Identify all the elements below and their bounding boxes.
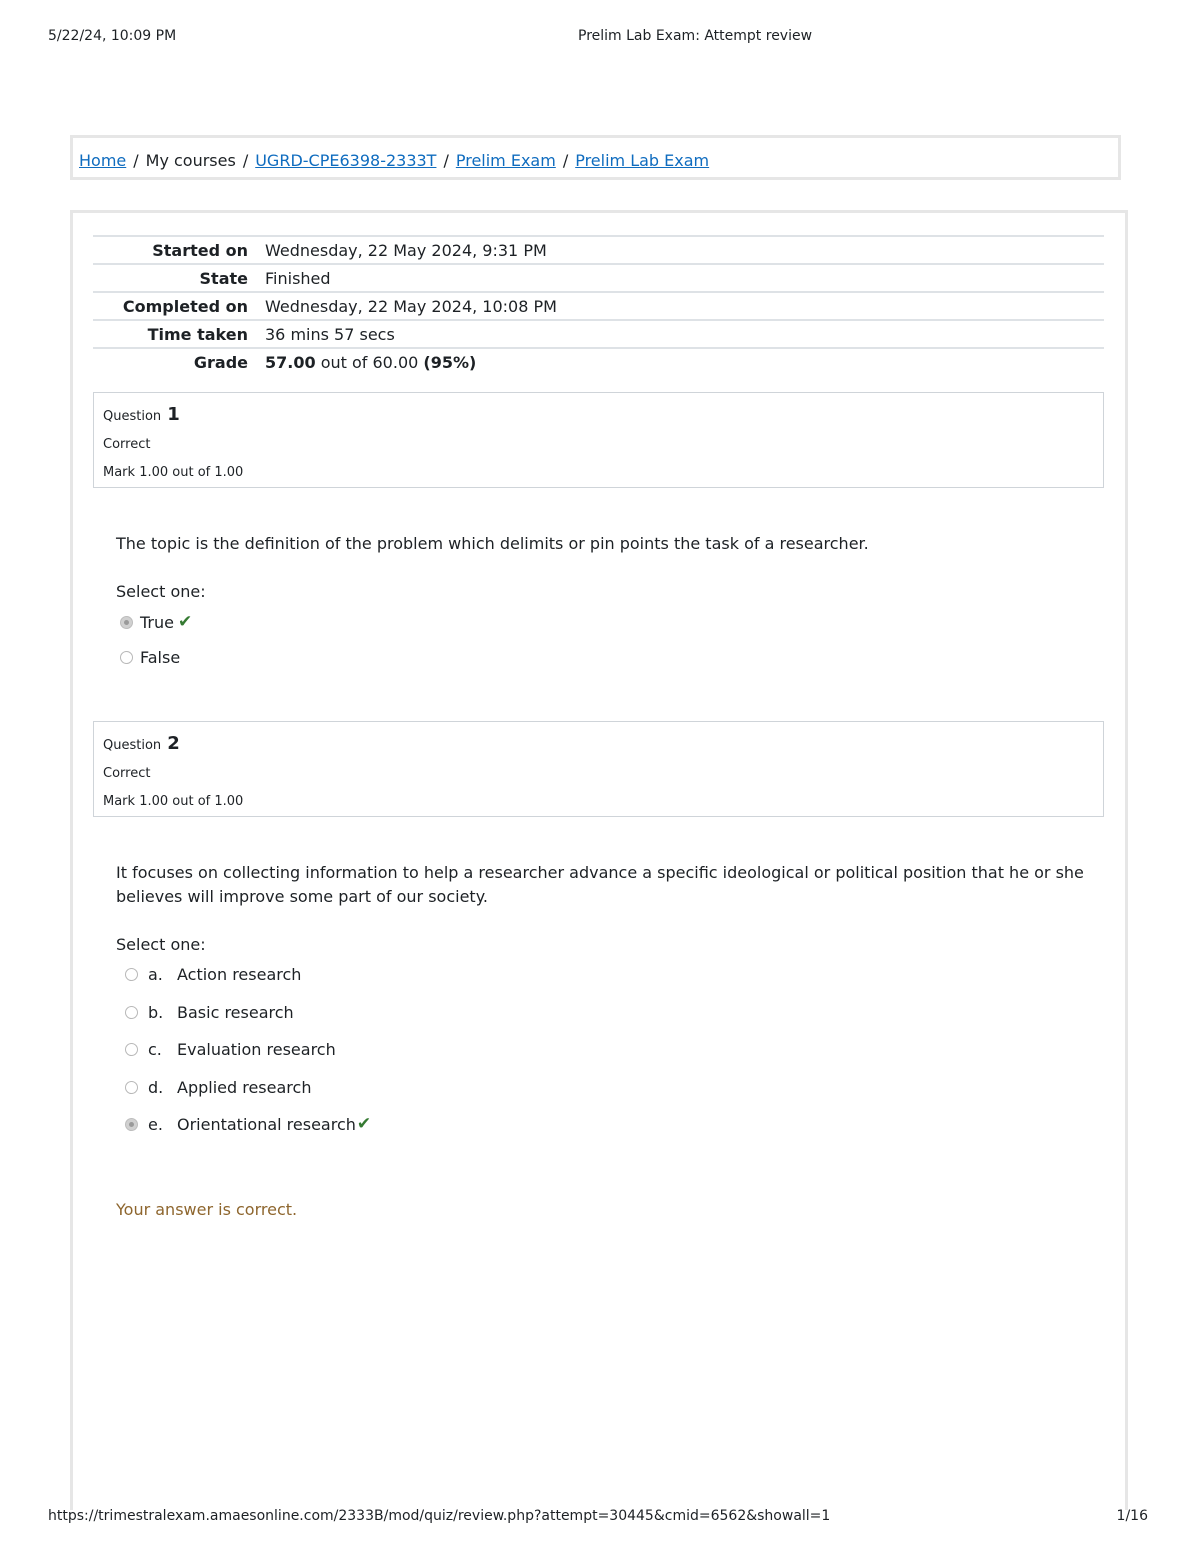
- correct-check-icon: ✔: [356, 1114, 372, 1134]
- radio-unselected[interactable]: [125, 968, 138, 981]
- summary-label: State: [199, 268, 248, 288]
- print-header: [0, 28, 1200, 48]
- summary-value: Wednesday, 22 May 2024, 9:31 PM: [265, 240, 547, 260]
- grade-score: 57.00: [265, 352, 316, 372]
- grade-percent: (95%): [423, 352, 477, 372]
- summary-value: [265, 353, 1104, 372]
- summary-value: 36 mins 57 secs: [265, 324, 395, 344]
- answer-feedback: Your answer is correct.: [116, 1200, 298, 1219]
- option-letter: c.: [148, 1039, 162, 1059]
- radio-selected[interactable]: [125, 1118, 138, 1131]
- question-mark: Mark 1.00 out of 1.00: [103, 465, 244, 480]
- radio-unselected[interactable]: [125, 1081, 138, 1094]
- option-text: True: [140, 612, 174, 632]
- question-status: Correct: [103, 766, 151, 781]
- option-true[interactable]: [120, 610, 192, 634]
- option-a[interactable]: [125, 962, 301, 986]
- print-title: Prelim Lab Exam: Attempt review: [578, 28, 813, 44]
- breadcrumb-home-link[interactable]: Home: [79, 151, 127, 170]
- option-text: Applied research: [177, 1077, 312, 1097]
- option-text: Basic research: [177, 1002, 294, 1022]
- option-letter: d.: [148, 1077, 164, 1097]
- option-d[interactable]: [125, 1075, 311, 1099]
- breadcrumb-section-link[interactable]: Prelim Exam: [455, 151, 556, 170]
- summary-label: Time taken: [147, 324, 248, 344]
- select-one-label: Select one:: [116, 935, 206, 954]
- page-number: 1/16: [1116, 1508, 1148, 1524]
- grade-out-of: out of 60.00: [315, 352, 424, 372]
- summary-label: Completed on: [122, 296, 248, 316]
- breadcrumb-course-link[interactable]: UGRD-CPE6398-2333T: [255, 151, 437, 170]
- summary-row-started: [93, 237, 1104, 265]
- select-one-label: Select one:: [116, 582, 206, 601]
- breadcrumb-separator: /: [242, 151, 249, 170]
- option-e[interactable]: [125, 1112, 371, 1136]
- correct-check-icon: ✔: [177, 612, 193, 632]
- summary-label: Started on: [152, 240, 248, 260]
- option-text: Orientational research: [177, 1114, 356, 1134]
- print-footer: [0, 1508, 1200, 1528]
- summary-value: Finished: [265, 268, 331, 288]
- breadcrumb-separator: /: [443, 151, 449, 170]
- question-2-info: [93, 721, 1104, 817]
- radio-unselected[interactable]: [125, 1043, 138, 1056]
- radio-unselected[interactable]: [120, 651, 133, 664]
- breadcrumb-quiz-link[interactable]: Prelim Lab Exam: [575, 151, 710, 170]
- print-date: 5/22/24, 10:09 PM: [48, 28, 177, 44]
- question-number: 1: [167, 404, 180, 425]
- option-text: Evaluation research: [177, 1039, 336, 1059]
- option-c[interactable]: [125, 1037, 336, 1061]
- option-b[interactable]: [125, 1000, 294, 1024]
- question-mark: Mark 1.00 out of 1.00: [103, 794, 244, 809]
- print-url: https://trimestralexam.amaesonline.com/2333B/mod/quiz/review.php?attempt=30445&cmid=6562&showall=1: [48, 1508, 831, 1524]
- option-false[interactable]: [120, 645, 180, 669]
- breadcrumb: [70, 135, 1121, 180]
- radio-selected[interactable]: [120, 616, 133, 629]
- radio-unselected[interactable]: [125, 1006, 138, 1019]
- question-1-text: The topic is the definition of the problem which delimits or pin points the task of a researcher.: [116, 534, 869, 553]
- breadcrumb-my-courses: My courses: [145, 151, 236, 170]
- breadcrumb-separator: /: [562, 151, 569, 170]
- question-1-info: [93, 392, 1104, 488]
- question-status: Correct: [103, 437, 151, 452]
- option-letter: e.: [148, 1114, 163, 1134]
- option-text: False: [140, 647, 181, 667]
- question-label: Question: [103, 738, 162, 753]
- summary-row-completed: [93, 293, 1104, 321]
- option-letter: a.: [148, 964, 163, 984]
- summary-value: Wednesday, 22 May 2024, 10:08 PM: [265, 296, 557, 316]
- summary-row-state: [93, 265, 1104, 293]
- attempt-summary-table: [93, 235, 1104, 375]
- option-letter: b.: [148, 1002, 164, 1022]
- question-label: Question: [103, 409, 162, 424]
- summary-row-grade: [93, 349, 1104, 375]
- summary-label: Grade: [193, 352, 248, 372]
- summary-row-time: [93, 321, 1104, 349]
- question-2-text: It focuses on collecting information to help a researcher advance a specific ideological or political position that he or she believes will improve some part of our society.: [116, 863, 1084, 906]
- option-text: Action research: [177, 964, 302, 984]
- question-number: 2: [167, 733, 180, 754]
- breadcrumb-separator: /: [133, 151, 139, 170]
